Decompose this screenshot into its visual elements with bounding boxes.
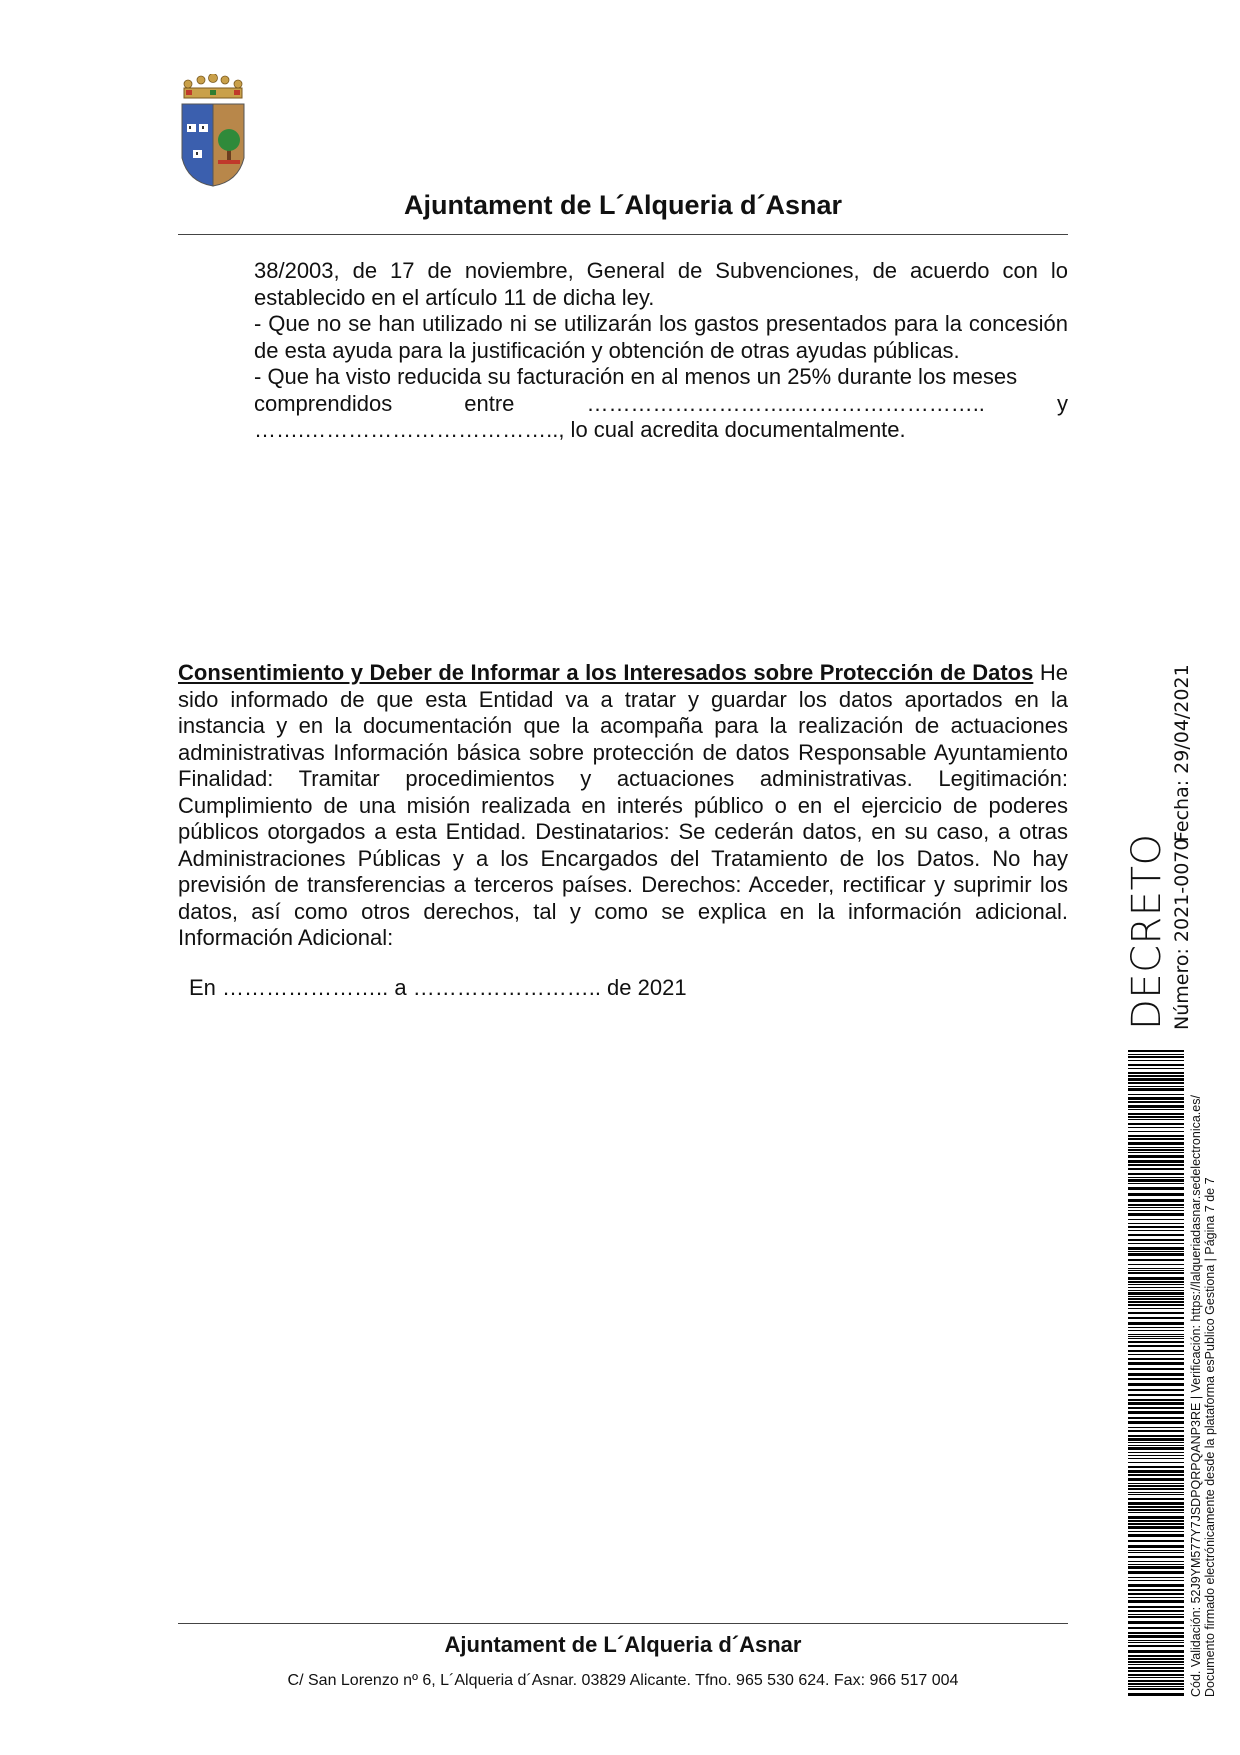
header-title: Ajuntament de L´Alqueria d´Asnar bbox=[403, 190, 843, 220]
barcode-bar bbox=[1128, 1113, 1184, 1115]
barcode-bar bbox=[1128, 1354, 1184, 1355]
barcode-bar bbox=[1128, 1336, 1184, 1337]
barcode-bar bbox=[1128, 1152, 1184, 1153]
barcode-bar bbox=[1128, 1550, 1184, 1551]
barcode-bar bbox=[1128, 1350, 1184, 1352]
barcode-bar bbox=[1128, 1674, 1184, 1676]
barcode-bar bbox=[1128, 1127, 1184, 1128]
barcode-bar bbox=[1128, 1600, 1184, 1603]
barcode-bar bbox=[1128, 1086, 1184, 1087]
date-line: En ………………….. a …………………….. de 2021 bbox=[189, 975, 687, 1000]
barcode-bar bbox=[1128, 1251, 1184, 1252]
barcode-bar bbox=[1128, 1438, 1184, 1441]
stamp-fecha: Fecha: 29/04/2021 bbox=[1171, 664, 1193, 842]
barcode-bar bbox=[1128, 1478, 1184, 1481]
barcode-bar bbox=[1128, 1277, 1184, 1280]
barcode-bar bbox=[1128, 1358, 1184, 1360]
barcode-bar bbox=[1128, 1520, 1184, 1522]
barcode-bar bbox=[1128, 1483, 1184, 1484]
barcode-bar bbox=[1128, 1540, 1184, 1542]
barcode-bar bbox=[1128, 1272, 1184, 1274]
barcode-bar bbox=[1128, 1677, 1184, 1678]
barcode-bar bbox=[1128, 1164, 1184, 1166]
barcode-bar bbox=[1128, 1452, 1184, 1453]
barcode-bar bbox=[1128, 1168, 1184, 1170]
barcode-bar bbox=[1128, 1078, 1184, 1081]
barcode-bar bbox=[1128, 1466, 1184, 1468]
barcode-bar bbox=[1128, 1488, 1184, 1490]
barcode-bar bbox=[1128, 1296, 1184, 1297]
barcode-bar bbox=[1128, 1281, 1184, 1283]
barcode-bar bbox=[1128, 1485, 1184, 1487]
barcode-bar bbox=[1128, 1621, 1184, 1624]
barcode-bar bbox=[1128, 1210, 1184, 1211]
barcode-bar bbox=[1128, 1640, 1184, 1641]
text-fragment: entre bbox=[464, 390, 515, 416]
barcode-bar bbox=[1128, 1131, 1184, 1132]
barcode-bar bbox=[1128, 1060, 1184, 1061]
barcode-bar bbox=[1128, 1243, 1184, 1244]
barcode-bar bbox=[1128, 1584, 1184, 1587]
barcode-bar bbox=[1128, 1571, 1184, 1574]
barcode-bar bbox=[1128, 1458, 1184, 1459]
barcode-bar bbox=[1128, 1498, 1184, 1500]
barcode-bar bbox=[1128, 1173, 1184, 1175]
intro-paragraph bbox=[254, 258, 1068, 444]
barcode-bar bbox=[1128, 1341, 1184, 1343]
barcode-bar bbox=[1128, 1655, 1184, 1657]
barcode-bar bbox=[1128, 1680, 1184, 1682]
barcode-bar bbox=[1128, 1068, 1184, 1069]
barcode-bar bbox=[1128, 1688, 1184, 1690]
barcode-bar bbox=[1128, 1664, 1184, 1665]
barcode-bar bbox=[1128, 1097, 1184, 1100]
barcode-bar bbox=[1128, 1204, 1184, 1206]
barcode-bar bbox=[1128, 1462, 1184, 1463]
barcode-bar bbox=[1128, 1259, 1184, 1261]
barcode-bar bbox=[1128, 1142, 1184, 1145]
barcode-bar bbox=[1128, 1642, 1184, 1643]
barcode-bar bbox=[1128, 1292, 1184, 1295]
barcode-bar bbox=[1128, 1135, 1184, 1137]
barcode-bar bbox=[1128, 1155, 1184, 1158]
barcode-bar bbox=[1128, 1430, 1184, 1432]
stamp-verification-code: Cód. Validación: 52J9YM577Y7JSDPQRPQANP3RE | Verificación: https://lalqueriadasnar.sedelectronica.es/ bbox=[1189, 1095, 1203, 1697]
barcode-bar bbox=[1128, 1327, 1184, 1328]
validation-barcode bbox=[1128, 1050, 1184, 1698]
barcode-bar bbox=[1128, 1373, 1184, 1376]
barcode-bar bbox=[1128, 1632, 1184, 1634]
barcode-bar bbox=[1128, 1199, 1184, 1202]
barcode-bar bbox=[1128, 1635, 1184, 1638]
barcode-bar bbox=[1128, 1494, 1184, 1495]
barcode-bar bbox=[1128, 1627, 1184, 1629]
barcode-bar bbox=[1128, 1270, 1184, 1271]
barcode-bar bbox=[1128, 1531, 1184, 1532]
barcode-bar bbox=[1128, 1523, 1184, 1525]
barcode-bar bbox=[1128, 1298, 1184, 1300]
barcode-bar bbox=[1128, 1109, 1184, 1110]
blank-field: ………………………..…………………….. bbox=[586, 390, 985, 416]
barcode-bar bbox=[1128, 1455, 1184, 1456]
barcode-bar bbox=[1128, 1264, 1184, 1265]
dotted-line bbox=[254, 391, 1068, 418]
barcode-bar bbox=[1128, 1589, 1184, 1591]
barcode-bar bbox=[1128, 1223, 1184, 1224]
barcode-bar bbox=[1128, 1474, 1184, 1476]
barcode-bar bbox=[1128, 1645, 1184, 1647]
barcode-bar bbox=[1128, 1650, 1184, 1653]
barcode-bar bbox=[1128, 1284, 1184, 1285]
barcode-bar bbox=[1128, 1287, 1184, 1288]
barcode-bar bbox=[1128, 1054, 1184, 1055]
barcode-bar bbox=[1128, 1177, 1184, 1178]
barcode-bar bbox=[1128, 1512, 1184, 1513]
barcode-bar bbox=[1128, 1447, 1184, 1450]
barcode-bar bbox=[1128, 1417, 1184, 1419]
barcode-bar bbox=[1128, 1075, 1184, 1077]
barcode-bar bbox=[1128, 1686, 1184, 1687]
barcode-bar bbox=[1128, 1317, 1184, 1319]
barcode-bar bbox=[1128, 1564, 1184, 1565]
stamp-decreto-label: DECRETO bbox=[1124, 833, 1170, 1030]
barcode-bar bbox=[1128, 1334, 1184, 1335]
barcode-bar bbox=[1128, 1119, 1184, 1120]
barcode-bar bbox=[1128, 1693, 1184, 1696]
barcode-bar bbox=[1128, 1123, 1184, 1125]
barcode-bar bbox=[1128, 1183, 1184, 1184]
barcode-bar bbox=[1128, 1614, 1184, 1615]
barcode-bar bbox=[1128, 1435, 1184, 1437]
barcode-bar bbox=[1128, 1597, 1184, 1598]
barcode-bar bbox=[1128, 1088, 1184, 1091]
barcode-bar bbox=[1128, 1149, 1184, 1151]
consent-text: He sido informado de que esta Entidad va a tratar y guardar los datos aportados en la instancia y en la documentación que la acompaña para la realización de actuaciones administrativas Información básica sobre protección de datos Responsable Ayuntamiento Finalidad: Tramitar procedimientos y actuaciones administrativas. Legitimación: Cumplimiento de una misión realizada en interés público o en el ejercicio de poderes públicos otorgados a esta Entidad. Destinatarios: Se cederán datos, en su caso, a otras Administraciones Públicas y a los Encargados del Tratamiento de los Datos. No hay previsión de transferencias a terceros países. Derechos: Acceder, rectificar y suprimir los datos, así como otros derechos, tal y como se explica en la información adicional. Información Adicional: bbox=[178, 660, 1068, 950]
barcode-bar bbox=[1128, 1230, 1184, 1231]
barcode-bar bbox=[1128, 1056, 1184, 1058]
footer-address: C/ San Lorenzo nº 6, L´Alqueria d´Asnar. 03829 Alicante. Tfno. 965 530 624. Fax: 966 517 004 bbox=[287, 1672, 959, 1689]
barcode-bar bbox=[1128, 1534, 1184, 1537]
barcode-bar bbox=[1128, 1445, 1184, 1446]
barcode-bar bbox=[1128, 1545, 1184, 1548]
barcode-bar bbox=[1128, 1193, 1184, 1196]
barcode-bar bbox=[1128, 1427, 1184, 1428]
barcode-bar bbox=[1128, 1072, 1184, 1074]
barcode-bar bbox=[1128, 1670, 1184, 1672]
barcode-bar bbox=[1128, 1094, 1184, 1095]
barcode-bar bbox=[1128, 1556, 1184, 1558]
barcode-bar bbox=[1128, 1378, 1184, 1380]
barcode-bar bbox=[1128, 1394, 1184, 1396]
barcode-bar bbox=[1128, 1411, 1184, 1414]
barcode-bar bbox=[1128, 1470, 1184, 1473]
barcode-bar bbox=[1128, 1064, 1184, 1066]
barcode-bar bbox=[1128, 1147, 1184, 1148]
barcode-bar bbox=[1128, 1247, 1184, 1250]
barcode-bar bbox=[1128, 1606, 1184, 1608]
barcode-bar bbox=[1128, 1566, 1184, 1569]
barcode-bar bbox=[1128, 1345, 1184, 1347]
barcode-bar bbox=[1128, 1304, 1184, 1306]
barcode-bar bbox=[1128, 1187, 1184, 1190]
barcode-bar bbox=[1128, 1301, 1184, 1303]
barcode-bar bbox=[1128, 1226, 1184, 1228]
barcode-bar bbox=[1128, 1561, 1184, 1562]
barcode-bar bbox=[1128, 1338, 1184, 1339]
barcode-bar bbox=[1128, 1290, 1184, 1291]
barcode-bar bbox=[1128, 1683, 1184, 1685]
barcode-bar bbox=[1128, 1509, 1184, 1511]
barcode-bar bbox=[1128, 1234, 1184, 1236]
stamp-numero: Número: 2021-0070 bbox=[1171, 838, 1193, 1030]
barcode-bar bbox=[1128, 1050, 1184, 1052]
stamp-signature-note: Documento firmado electrónicamente desde la plataforma esPublico Gestiona | Página 7 de 7 bbox=[1203, 1177, 1217, 1697]
footer-title: Ajuntament de L´Alqueria d´Asnar bbox=[444, 1632, 802, 1657]
text-line: - Que ha visto reducida su facturación en al menos un 25% durante los meses bbox=[254, 364, 1018, 389]
coat-of-arms-logo bbox=[178, 74, 248, 190]
barcode-bar bbox=[1128, 1368, 1184, 1370]
barcode-bar bbox=[1128, 1402, 1184, 1405]
data-protection-paragraph bbox=[178, 660, 1068, 952]
barcode-bar bbox=[1128, 1312, 1184, 1314]
barcode-bar bbox=[1128, 1526, 1184, 1529]
barcode-bar bbox=[1128, 1407, 1184, 1409]
barcode-bar bbox=[1128, 1101, 1184, 1103]
footer-divider bbox=[178, 1623, 1068, 1624]
barcode-bar bbox=[1128, 1105, 1184, 1108]
barcode-bar bbox=[1128, 1667, 1184, 1669]
barcode-bar bbox=[1128, 1138, 1184, 1140]
barcode-bar bbox=[1128, 1399, 1184, 1401]
barcode-bar bbox=[1128, 1421, 1184, 1424]
consent-title: Consentimiento y Deber de Informar a los Interesados sobre Protección de Datos bbox=[178, 660, 1034, 685]
barcode-bar bbox=[1128, 1160, 1184, 1163]
barcode-bar bbox=[1128, 1442, 1184, 1443]
barcode-bar bbox=[1128, 1322, 1184, 1325]
barcode-bar bbox=[1128, 1239, 1184, 1241]
barcode-bar bbox=[1128, 1658, 1184, 1660]
barcode-bar bbox=[1128, 1492, 1184, 1493]
barcode-bar bbox=[1128, 1179, 1184, 1182]
barcode-bar bbox=[1128, 1213, 1184, 1216]
barcode-bar bbox=[1128, 1253, 1184, 1256]
barcode-bar bbox=[1128, 1577, 1184, 1578]
text-line: - Que no se han utilizado ni se utilizarán los gastos presentados para la concesión de esta ayuda para la justificación y obtención de otras ayudas públicas. bbox=[254, 311, 1068, 363]
barcode-bar bbox=[1128, 1389, 1184, 1391]
header-divider bbox=[178, 234, 1068, 235]
barcode-bar bbox=[1128, 1308, 1184, 1309]
barcode-bar bbox=[1128, 1362, 1184, 1365]
text-line: …….…………………………….., lo cual acredita documentalmente. bbox=[254, 417, 906, 442]
barcode-bar bbox=[1128, 1330, 1184, 1331]
text-fragment: y bbox=[1056, 390, 1068, 416]
text-fragment: comprendidos bbox=[254, 390, 393, 416]
barcode-bar bbox=[1128, 1268, 1184, 1269]
barcode-bar bbox=[1128, 1661, 1184, 1663]
barcode-bar bbox=[1128, 1383, 1184, 1386]
barcode-bar bbox=[1128, 1580, 1184, 1581]
text-line: 38/2003, de 17 de noviembre, General de Subvenciones, de acuerdo con lo establecido en el artículo 11 de dicha ley. bbox=[254, 258, 1068, 310]
barcode-bar bbox=[1128, 1610, 1184, 1612]
barcode-bar bbox=[1128, 1207, 1184, 1208]
barcode-bar bbox=[1128, 1082, 1184, 1084]
barcode-bar bbox=[1128, 1616, 1184, 1618]
barcode-bar bbox=[1128, 1116, 1184, 1118]
barcode-bar bbox=[1128, 1506, 1184, 1508]
barcode-bar bbox=[1128, 1516, 1184, 1519]
barcode-bar bbox=[1128, 1219, 1184, 1220]
barcode-bar bbox=[1128, 1593, 1184, 1595]
barcode-bar bbox=[1128, 1552, 1184, 1553]
barcode-bar bbox=[1128, 1502, 1184, 1505]
